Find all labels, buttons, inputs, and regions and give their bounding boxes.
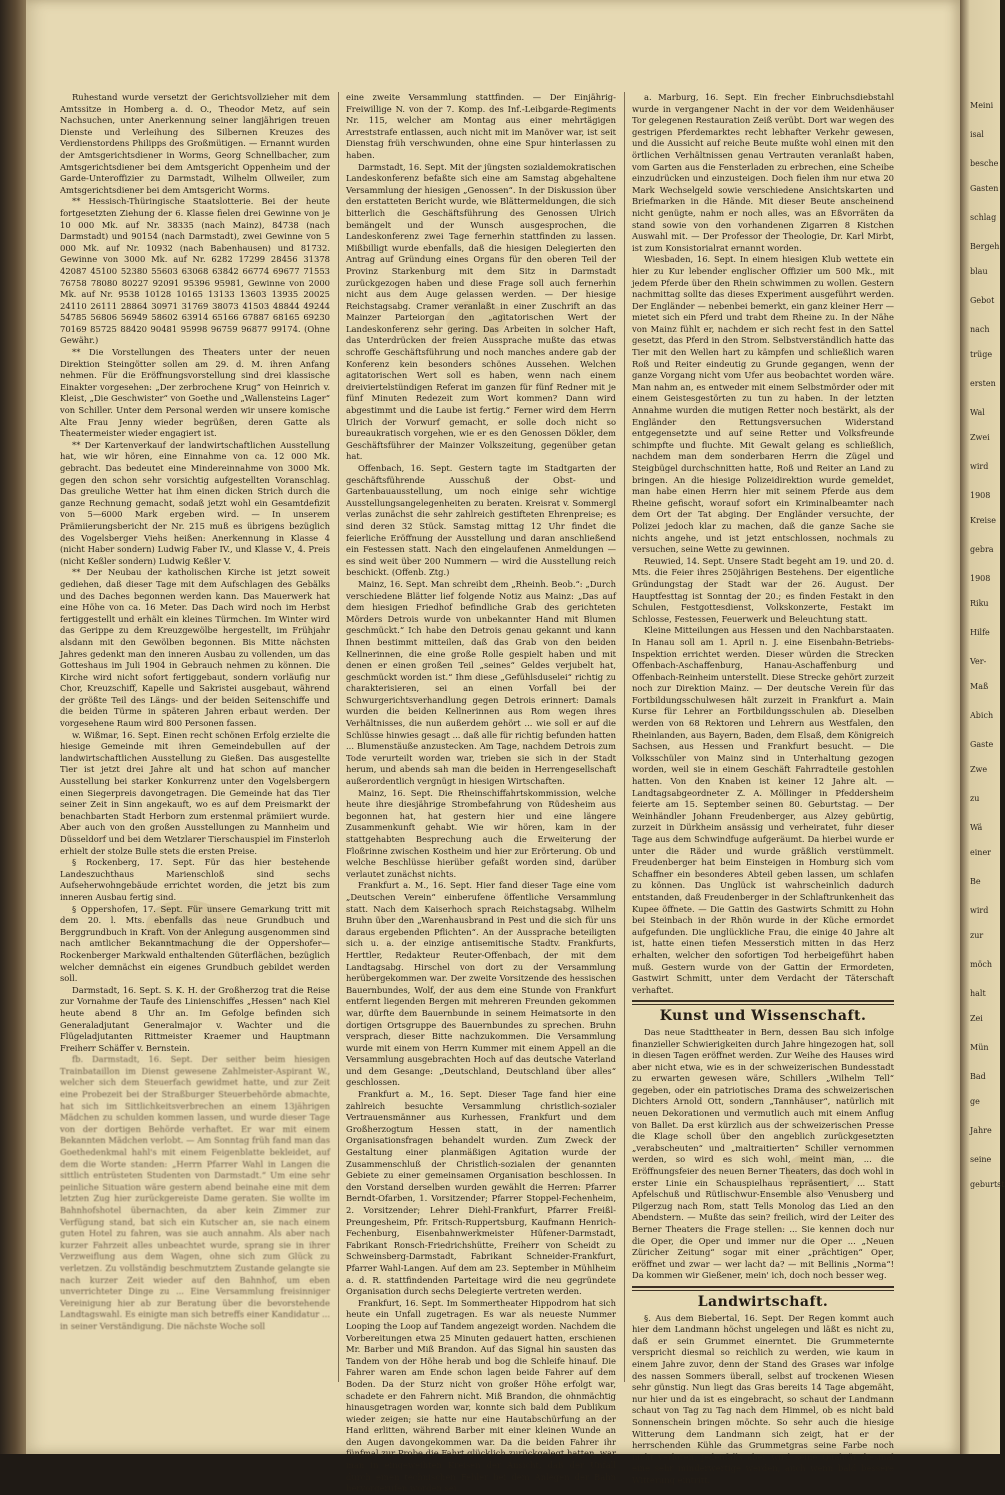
adjacent-page-fragment: ge (970, 1097, 980, 1106)
article-paragraph: Frankfurt, 16. Sept. Im Sommertheater Hippodrom hat sich heute ein Unfall zugetragen. Es war als neueste Nummer Looping the Loop auf Tandem angezeigt worden. Nachdem die Vorbereitungen etwa 25 Minuten gedauert hatten, erschienen Mr. Barber und Miß Brandon. Auf das Signal hin sausten das Tandem von der Höhe herab und bog die Schleife hinauf. Die Fahrer waren am Ende schon lagen beide Fahrer auf dem Boden. Da der Sturz nicht von großer Höhe erfolgt war, schadete er den Fahrern nicht. Miß Brandon, die ohnmächtig hinausgetragen worden war, konnte sich bald dem Publikum wieder zeigen; sie hatte nur eine Hautabschürfung an der Hand erlitten, während Barber mit einer kleinen Wunde an den Augen davongekommen war. Da die beiden Fahrer ihr fünfmal zur Probe die Fahrt glücklich zurückgelegt hatten, war man in eingeweihten Kreisen der Ansicht, daß der Unfall durch einen technischen Fehler bei dem Anlegen der Bahn hervorgerufen worden sei. (346, 1297, 616, 1494)
adjacent-page-fragment: Meini (970, 101, 994, 110)
article-paragraph: §. Aus dem Biebertal, 16. Sept. Der Regen kommt auch hier dem Landmann höchst ungelegen und läßt es nicht zu, daß er sein Grummet einerntet. Die Grummeternte verspricht diesmal so reichlich zu werden, wie kaum in einem Jahre zuvor, denn der Stand des Grases war infolge des nassen Sommers überall, selbst auf trockenen Wiesen sehr günstig. Nun liegt das Gras bereits 14 Tage abgemäht, nur hier und da ist es eingebracht, so schaut der Landmann schaut von Tag zu Tag nach dem Himmel, ob es nicht bald Sonnenschein bringen möchte. So sehr auch die hiesige Witterung dem Landmann sich zeigt, hat er der herrschenden Kühle das Grummetgras seine Farbe noch nicht verloren; jedenfalls aber wird seine Qualität diesmal eine sehr minderwertige werden, auch wenn bald bessere Witterung eintritt. (632, 1312, 894, 1485)
adjacent-page-fragment: Kreise (970, 516, 996, 525)
adjacent-page-fragment: Bergeh (970, 242, 1000, 251)
article-paragraph: Mainz, 16. Sept. Man schreibt dem „Rheinh. Beob.“: „Durch verschiedene Blätter lief folgende Notiz aus Mainz: „Das auf dem hiesigen Friedhof befindliche Grab des gerichteten Mörders Detrois wurde von unbekannter Hand mit Blumen geschmückt.“ Ich habe den Detrois genau gekannt und kann Ihnen bestimmt mitteilen, daß das Grab von den beiden Kellnerinnen, die eine große Rolle gespielt haben und mit denen er einen großen Teil „seines“ Geldes verjubelt hat, geschmückt worden ist.“ Ihm diese „Gefühlsduselei“ richtig zu charakterisieren, sei an einen Vorfall bei der Schwurgerichtsverhandlung gegen Detrois erinnert: Damals wurden die beiden Kellnerinnen aus Rom wegen ihres Verhältnisses, die nun außerdem gehört ... wie soll er auf die Schlüsse hinwies gesagt ... daß alle für richtig befunden hatten ... Blumenstäuße anzustecken. Am Tage, nachdem Detrois zum Tode verurteilt worden war, trieben sie sich in der Stadt herum, und abends sah man die beiden in Herrengesellschaft außerordentlich vergnügt in hiesigen Wirtschaften. (346, 578, 616, 787)
article-paragraph: Wiesbaden, 16. Sept. In einem hiesigen Klub wettete ein hier zu Kur lebender englischer Offizier um 500 Mk., mit jedem Pferde über den Rhein schwimmen zu wollen. Gestern nachmittag sollte das dieses Experiment ausgeführt werden. Der Engländer — nebenbei bemerkt, ein ganz kleiner Herr — mietet sich ein Pferd und trabt dem Rheine zu. In der Nähe von Mainz fühlt er, nachdem er sich recht fest in den Sattel gesetzt, das Pferd in den Strom. Selbstverständlich hatte das Tier mit den Wellen hart zu kämpfen und schließlich waren Roß und Reiter eindeutig zu Grunde gegangen, wenn der ganze Vorgang nicht vom Ufer aus beobachtet worden wäre. Man nahm an, es entweder mit einem Selbstmörder oder mit einem Geistesgestörten zu tun zu haben. In der letzten Annahme wurden die mutigen Retter noch bestärkt, als der Engländer den Rettungsversuchen Widerstand entgegensetzte und auf seine Retter und Volksfreunde schimpfte und fluchte. Mit Gewalt gelang es schließlich, nachdem man dem sonderbaren Herrn die Zügel und Steigbügel durchschnitten hatte, Roß und Reiter an Land zu bringen. An die hiesige Polizeidirektion wurde gemeldet, man habe einen Herrn hier mit seinem Pferde aus dem Rheine gefischt, worauf sofort ein Kriminalbeamter nach dem Ort der Tat abging. Der Engländer versuchte, der Polizei jedoch klar zu machen, daß die ganze Sache sie nichts angehe, und ist jetzt entschlossen, nochmals zu versuchen, seine Wette zu gewinnen. (632, 254, 894, 555)
adjacent-page-fragment: nach (970, 325, 990, 334)
article-paragraph: w. Wißmar, 16. Sept. Einen recht schönen Erfolg erzielte die hiesige Gemeinde mit ihren Gemeindebullen auf der landwirtschaftlichen Ausstellung zu Gießen. Das ausgestellte Tier ist jetzt drei Jahre alt und hat schon auf mancher Ausstellung bei starker Konkurrenz unter den Vogelsbergern einen Siegerpreis davongetragen. Die Gemeinde hat das Tier seiner Zeit in Sinn angekauft, wo es auf dem Preismarkt der benachbarten Stadt Herborn zum erstenmal prämiiert wurde. Aber auch von den großen Ausstellungen zu Mannheim und Düsseldorf und bei dem Wetzlarer Tierschauspiel im Finsterloh erhielt der stolze Bulle stets die ersten Preise. (60, 729, 330, 856)
adjacent-page-edge (960, 0, 1005, 1454)
adjacent-page-fragment: Ver- (970, 657, 987, 666)
column-divider (338, 92, 339, 1382)
adjacent-page-fragment: wird (970, 906, 989, 915)
article-paragraph: Mainz, 16. Sept. Die Rheinschiffahrtskommission, welche heute ihre diesjährige Strombefahrung von Rüdesheim aus begonnen hat, hat gestern hier und eine längere Zusammenkunft gehabt. Wie wir hören, kam in der stattgehabten Besprechung auch die Erweiterung der Floßrinne zwischen Kostheim und hier zur Erörterung. Ob und welche Beschlüsse hierüber gefaßt worden sind, darüber verlautet zunächst nichts. (346, 787, 616, 879)
adjacent-page-fragment: Wä (970, 823, 983, 832)
article-paragraph: Das neue Stadttheater in Bern, dessen Bau sich infolge finanzieller Schwierigkeiten durch Jahre hingezogen hat, soll in diesen Tagen eröffnet werden. Zur Weihe des Hauses wird aber nicht etwa, wie es in der schweizerischen Bundesstadt zu erwarten gewesen wäre, Schillers „Wilhelm Tell“ gegeben, oder ein patriotisches Drama des schweizerischen Dichters Arnold Ott, sondern „Tannhäuser“, natürlich mit neuen Dekorationen und vermutlich auch mit einem Anflug von Ballet. Da erst kürzlich aus der schweizerischen Presse die Klage scholl über den angeblich zurückgesetzten „verabscheuten“ und „maltraitierten“ Schiller vernommen werden, so wird es sich wohl, meint man, ... die Eröffnungsfeier des neuen Berner Theaters, das doch wohl in erster Linie ein Schauspielhaus repräsentiert, ... Statt Apfelschuß und Rütlischwur-Ensemble also Venusberg und Pilgerzug nach Rom, statt Tells Monolog das Lied an den Abendstern. — Mußte das sein? freilich, wird der Leiter des Berner Theaters die Frage stellen: ... Sie kennen doch nur die Oper, die Oper und immer nur die Oper ... „Neuen Züricher Zeitung“ sogar mit einer „prächtigen“ Oper, eröffnet und zwar — wer lacht da? — mit Bellinis „Norma“! Da kommen wir Gießener, mein' ich, doch noch besser weg. (632, 1026, 894, 1281)
adjacent-page-fragment: trüge (970, 350, 993, 359)
adjacent-page-fragment: ersten (970, 379, 996, 388)
adjacent-page-fragment: seine (970, 1155, 992, 1164)
adjacent-page-fragment: Mün (970, 1043, 989, 1052)
adjacent-page-fragment: Maß (970, 682, 989, 691)
adjacent-page-fragment: Zwe (970, 765, 988, 774)
adjacent-page-fragment: schlag (970, 213, 997, 222)
adjacent-page-fragment: zu (970, 794, 980, 803)
adjacent-page-fragment: zur (970, 931, 984, 940)
article-paragraph: Kleine Mitteilungen aus Hessen und den Nachbarstaaten. In Hanau soll am 1. April n. J. eine Eisenbahn-Betriebs-Inspektion errichtet werden. Dieser würden die Strecken Offenbach-Aschaffenburg, Hanau-Aschaffenburg und Offenbach-Reinheim unterstellt. Diese Strecke gehört zurzeit noch zur Direktion Mainz. — Der deutsche Verein für das Fortbildungsschulwesen hält zurzeit in Frankfurt a. Main Kurse für Lehrer an Fortbildungsschulen ab. Dieselben werden von 68 Rektoren und Lehrern aus Westfalen, den Rheinlanden, aus Bayern, Baden, dem Elsaß, dem Königreich Sachsen, aus Hessen und Frankfurt besucht. — Die Volksschüler von Mainz sind in Unterhaltung gezogen worden, weil sie in einem Geschäft Fahrradteile gestohlen hatten. Von den Knaben ist keiner 12 Jahre alt. — Landtagsabgeordneter Z. A. Möllinger in Pfeddersheim feierte am 15. September seinen 80. Geburtstag. — Der Weinhändler Johann Freudenberger, aus Alzey gebürtig, zurzeit in Dürkheim ansässig und verheiratet, fuhr dieser Tage aus dem Schwindfuge aufgeräumt. Da hierbei wurde er unter die Räder und wurde gräßlich verstümmelt. Freudenberger hat beim Einsteigen in Homburg sich vom Schaffner ein besonderes Abteil geben lassen, um schlafen zu können. Das Unglück ist wahrscheinlich dadurch entstanden, daß Freudenberger in der Schlaftrunkenheit das Kupee öffnete. — Die Gattin des Gastwirts Schmitt zu Hohn bei Steinbach in der Rhön wurde in der Küche ermordet aufgefunden. Die unglückliche Frau, die einige 40 Jahre alt ist, hatte einen tiefen Messerstich mitten in das Herz erhalten, welcher den sofortigen Tod herbeigeführt haben muß. Gestern wurde von der Gattin der Ermordeten, Gastwirt Schmitt, unter dem Verdacht der Täterschaft verhaftet. (632, 625, 894, 995)
adjacent-page-fragment: Gebot (970, 296, 995, 305)
article-paragraph: Ruhestand wurde versetzt der Gerichtsvollzieher mit dem Amtssitze in Homberg a. d. O., Theodor Metz, auf sein Nachsuchen, unter Anerkennung seiner langjährigen treuen Dienste und Verleihung des Silbernen Kreuzes des Verdienstordens Philipps des Großmütigen. — Ernannt wurden der Amtsgerichtsdiener in Worms, Georg Schnellbacher, zum Amtsgerichtsdiener bei dem Amtsgericht Oppenheim und der Garde-Unteroffizier zu Darmstadt, Wilhelm Ollweiler, zum Amtsgerichtsdiener bei dem Amtsgericht Worms. (60, 92, 330, 195)
article-paragraph: § Oppershofen, 17. Sept. Für unsere Gemarkung tritt mit dem 20. l. Mts. ebenfalls das neue Grundbuch und Berggrundbuch in Kraft. Von der Anlegung ausgenommen sind nach amtlicher Bekanntmachung die der Oppershofer—Rockenberger Markwald enthaltenden Güterflächen, bezüglich welcher demnächst ein eigenes Grundbuch gebildet werden soll. (60, 903, 330, 984)
article-paragraph: a. Marburg, 16. Sept. Ein frecher Einbruchsdiebstahl wurde in vergangener Nacht in der vor dem Weidenhäuser Tor gelegenen Restauration Zeiß verübt. Dort war wegen des gestrigen Pferdemarktes recht lebhafter Verkehr gewesen, und die Aussicht auf reiche Beute mußte wohl einen mit den örtlichen Verhältnissen genau Vertrauten veranlaßt haben, vom Garten aus die Fensterladen zu erbrechen, eine Scheibe einzudrücken und einzusteigen. Doch fielen ihm nur etwa 20 Mark Wechselgeld sowie verschiedene Ansichtskarten und Briefmarken in die Hände. Mit dieser Beute anscheinend nicht genügte, nahm er noch alles, was an Eßvorräten da stand sowie von den vorhandenen Zigarren 8 Kistchen Auswahl mit. — Der Professor der Theologie, Dr. Karl Mirbt, ist zum Konsistorialrat ernannt worden. (632, 92, 894, 253)
adjacent-page-fragment: besche (970, 159, 999, 168)
article-paragraph: § Rockenberg, 17. Sept. Für das hier bestehende Landeszuchthaus Marienschloß sind sechs Aufseherwohngebäude errichtet worden, die jetzt bis zum inneren Ausbau fertig sind. (60, 857, 330, 902)
adjacent-page-fragment: Hilfe (970, 628, 990, 637)
adjacent-page-fragment: Bad (970, 1072, 986, 1081)
adjacent-page-fragment: einer (970, 848, 992, 857)
adjacent-page-fragment: Zei (970, 1014, 983, 1023)
article-paragraph: ** Der Kartenverkauf der landwirtschaftlichen Ausstellung hat, wie wir hören, eine Einnahme von ca. 12 000 Mk. gebracht. Das bedeutet eine Mindereinnahme von 3000 Mk. gegen den schon sehr vorsichtig aufgestellten Voranschlag. Das greuliche Wetter hat ihm einen dicken Strich durch die ganze Rechnung gemacht, sodaß jetzt wohl ein Gesamtdefizit von 5—6000 Mark ergeben wird. — In unserem Prämiierungsbericht der Nr. 215 muß es übrigens bezüglich des Vogelsberger Viehs heißen: Anerkennung in Klasse 4 (nicht Haber sondern) Ludwig Faber IV., und Klasse V., 4. Preis (nicht Keßler sondern) Ludwig Keßler V. (60, 439, 330, 566)
column-middle (346, 92, 616, 1494)
adjacent-page-fragment: isal (970, 130, 984, 139)
column-divider (624, 92, 625, 1382)
section-heading-landwirtschaft: Landwirtschaft. (697, 1293, 829, 1310)
adjacent-page-fragment: 1908 (970, 491, 991, 500)
section-heading-kunst: Kunst und Wissenschaft. (659, 1008, 867, 1025)
adjacent-page-fragment: gebra (970, 545, 994, 554)
adjacent-page-fragment: halt (970, 989, 986, 998)
adjacent-page-fragment: 1908 (970, 574, 991, 583)
adjacent-page-fragment: Zwei (970, 433, 990, 442)
adjacent-page-fragment: Wal (970, 408, 985, 417)
article-paragraph: Offenbach, 16. Sept. Gestern tagte im Stadtgarten der geschäftsführende Ausschuß der Obst- und Gartenbauausstellung, um noch einige sehr wichtige Ausstellungsangelegenheiten zu beraten. Kreisrat v. Sommergl verlas zunächst die sehr zahlreich gestifteten Ehrenpreise; es sind deren 32 Stück. Samstag mittag 12 Uhr findet die feierliche Eröffnung der Ausstellung und daran anschließend ein Festessen statt. Nach den eingelaufenen Anmeldungen — es sind weit über 200 Nummern — wird die Ausstellung reich beschickt. (Offenb. Ztg.) (346, 463, 616, 578)
article-paragraph: Darmstadt, 16. Sept. S. K. H. der Großherzog trat die Reise zur Vornahme der Taufe des Linienschiffes „Hessen“ nach Kiel heute abend 8 Uhr an. Im Gefolge befinden sich Generaladjutant Generalmajor v. Wachter und die Flügeladjutanten Rittmeister Kraemer und Hauptmann Freiherr Schäffer v. Bernstein. (60, 984, 330, 1053)
adjacent-page-fragment: Gasten (970, 184, 999, 193)
adjacent-page-fragment: Riku (970, 599, 989, 608)
adjacent-page-fragment: Be (970, 877, 981, 886)
section-rule (632, 1286, 894, 1291)
adjacent-page-fragment: Gaste (970, 740, 994, 749)
section-rule (632, 1000, 894, 1005)
adjacent-page-fragment: geburtst (970, 1180, 1005, 1189)
adjacent-page-fragment: Abich (970, 711, 994, 720)
binding-edge (0, 0, 26, 1454)
adjacent-page-fragment: wird (970, 462, 989, 471)
article-paragraph: Frankfurt a. M., 16. Sept. Hier fand dieser Tage eine vom „Deutschen Verein“ einberufene öffentliche Versammlung statt. Nach dem Kaiserhoch sprach Reichstagsabg. Wilhelm Bruhn über den „Warenhausbrand in Pest und die sich für uns daraus ergebenden Pflichten“. An der Aussprache beteiligten sich u. a. der einzige antisemitische Stadtv. Frankfurts, Herttler, Redakteur Reuter-Offenbach, der mit dem Landtagsabg. Hirschel von dort zu der Versammlung herübergekommen war. Der zweite Vorsitzende des hessischen Bauernbundes, Wolf, der aus dem eine Stunde von Frankfurt entfernt liegenden Bergen mit mehreren Freunden gekommen war, dürfte dem Bauernbunde in seinem Heimatsorte in den dortigen Ortsgruppe des Bauernbundes zu sprechen. Bruhn versprach, dieser Bitte nachzukommen. Die Versammlung wurde mit einem von Herrn Kummer mit einem Appell an die Versammlung ausgebrachten Hoch auf das deutsche Vaterland und dem Gesange: „Deutschland, Deutschland über alles“ geschlossen. (346, 880, 616, 1088)
adjacent-page-fragment: blau (970, 267, 988, 276)
adjacent-page-fragment: möch (970, 960, 993, 969)
article-paragraph: Frankfurt a. M., 16. Sept. Dieser Tage fand hier eine zahlreich besuchte Versammlung christlich-sozialer Vertrauensmänner aus Kurhessen, Frankfurt und dem Großherzogtum Hessen statt, in der namentlich Organisationsfragen behandelt wurden. Zum Zweck der Gestaltung einer planmäßigen Agitation wurde der Zusammenschluß der Christlich-sozialen der genannten Gebiete zu einer gemeinsamen Organisation beschlossen. In den Vorstand derselben wurden gewählt die Herren: Pfarrer Berndt-Ofarben, 1. Vorsitzender; Pfarrer Stoppel-Fechenheim, 2. Vorsitzender; Lehrer Diehl-Frankfurt, Pfarrer Freißl-Preungesheim, Pfr. Fritsch-Ruppertsburg, Kaufmann Henrich-Fechenburg, Eisenbahnwerkmeister Hüfener-Darmstadt, Fabrikant Ronsch-Friedrichshütte, Freiherr von Scheidt zu Schweinsberg-Darmstadt, Fabrikant Schneider-Frankfurt, Pfarrer Wahl-Langen. Auf dem am 23. September in Mühlheim a. d. R. stattfindenden Parteitage wird die neu gegründete Organisation durch sechs Delegierte vertreten werden. (346, 1089, 616, 1297)
article-paragraph: Darmstadt, 16. Sept. Mit der jüngsten sozialdemokratischen Landeskonferenz befaßte sich eine am Samstag abgehaltene Versammlung der hiesigen „Genossen“. In der Diskussion über den erstatteten Bericht wurde, wie Blättermeldungen, die sich bitterlich die Geschäftsführung des Genossen Ulrich bemängelt und der Wunsch ausgesprochen, die Landeskonferenz zwei Tage fernerhin stattfinden zu lassen. Mißbilligt wurde ebenfalls, daß die hiesigen Delegierten den Antrag auf Gründung eines Organs für den oberen Teil der Provinz Starkenburg mit dem Sitz in Darmstadt zurückgezogen haben und diese Frage soll auch fernerhin nicht aus dem Auge gelassen werden. — Der hiesige Reichstagsabg. Cramer veranlaßt in einer Zuschrift an das Mainzer Parteiorgan den „agitatorischen Wert der Landeskonferenz sehr gering. Das Arbeiten in solcher Haft, das Unterdrücken der freien Aussprache mußte das etwas schroffe Geschäftsführung und noch manches andere gab der Konferenz kein besonders schönes Aussehen. Welchen agitatorischen Wert soll es haben, wenn nach einem dreiviertelstündigen Referat im ganzen für fünf Redner mit je fünf Minuten Redezeit zum Wort kommen? Dann wird abgestimmt und die Laube ist fertig.“ Ferner wird dem Herrn Ulrich der Vorwurf gemacht, er solle doch nicht so bureaukratisch vorgehen, wie er es den Genossen Dökler, dem Geschäftsführer der Mainzer Volkszeitung, gegenüber getan hat. (346, 161, 616, 462)
article-paragraph: Reuwied, 14. Sept. Unsere Stadt begeht am 19. und 20. d. Mts. die Feier ihres 250jährigen Bestehens. Der eigentliche Gründungstag der Stadt war der 26. August. Der Hauptfesttag ist Sonntag der 20.; es finden Festakt in den Schulen, Festgottesdienst, Volkskonzerte, Festakt im Schlosse, Festessen, Feuerwerk und Beleuchtung statt. (632, 555, 894, 624)
article-paragraph-faded: fb. Darmstadt, 16. Sept. Der seither beim hiesigen Trainbataillon im Dienst gewesene Zahlmeister-Aspirant W., welcher sich dem Steuerfach gewidmet hatte, und zur Zeit eine Probezeit bei der Straßburger Steuerbehörde abmachte, hat sich im Sittlichkeitsverbrechen an einem 13jährigen Mädchen zu schulden kommen lassen, und wurde dieser Tage von der dortigen Behörde verhaftet. Er war mit einem Bekannten Mädchen verlobt. — Am Sonntag früh fand man das Goethedenkmal hahl's mit einem Feigenblatte bekleidet, auf dem die Worte standen: „Herrn Pfarrer Wahl in Langen die sittlich entrüsteten Studenten von Darmstadt.“ Um eine sehr peinliche Situation wäre gestern abend beinahe eine mit dem letzten Zug hier zurückgereiste Dame geraten. Sie wollte im Bahnhofshotel übernachten, da aber kein Zimmer zur Verfügung stand, bat sich ein Kutscher an, sie nach einem guten Hotel zu fahren, was sie auch annahm. Als aber nach kurzer Fahrzeit alles unbeachtet wurde, sprang sie in ihrer Verzweiflung aus dem Wagen, ohne sich zum Glück zu verletzen. Zu vollständig beschmutztem Zustande gelangte sie nach kurzer Zeit wieder auf den Bahnhof, um eben unverrichteter Dinge zu ... Eine Versammlung freisinniger Vereinigung hier ab zur Beratung über die bevorstehende Landtagswahl. Es einigte man sich betreffs einer Kandidatur ... in seiner Verständigung. Die nächste Woche soll (60, 1054, 330, 1331)
column-right (632, 92, 894, 1485)
article-paragraph: ** Der Neubau der katholischen Kirche ist jetzt soweit gediehen, daß dieser Tage mit dem Aufschlagen des Gebälks und des Daches begonnen werden kann. Das Mauerwerk hat eine Höhe von ca. 16 Meter. Das Dach wird noch im Herbst fertiggestellt und erhält ein kleines Türmchen. Im Winter wird das Gerippe zu dem Kreuzgewölbe hergestellt, im Frühjahr alsdann mit den Gewölben begonnen. Bis Mitte nächsten Jahres gedenkt man den inneren Ausbau zu vollenden, um das Gotteshaus im Juli 1904 in Gebrauch nehmen zu können. Die Kirche wird nicht sofort fertiggebaut, sondern vorläufig nur Chor, Kreuzschiff, Kapelle und Sakristei ausgebaut, während der größte Teil des Längs- und der beiden Seitenschiffe und die beiden Türme in späteren Jahren erbaut werden. Der vorgesehene Raum wird 800 Personen fassen. (60, 567, 330, 729)
article-paragraph: ** Die Vorstellungen des Theaters unter der neuen Direktion Steingötter sollen am 29. d. M. ihren Anfang nehmen. Für die Eröffnungsvorstellung sind drei klassische Einakter vorgesehen: „Der zerbrochene Krug“ von Heinrich v. Kleist, „Die Geschwister“ von Goethe und „Wallensteins Lager“ von Schiller. Unter dem Personal werden wir unsere komische Alte Frau Jenny wieder begrüßen, deren Gatte als Theatermeister wieder engagiert ist. (60, 347, 330, 439)
article-paragraph: eine zweite Versammlung stattfinden. — Der Einjährig-Freiwillige N. von der 7. Komp. des Inf.-Leibgarde-Regiments Nr. 115, welcher am Montag aus einer mehrtägigen Arreststrafe entlassen, auch nicht mit im Manöver war, ist seit Dienstag früh verschwunden, ohne eine Spur hinterlassen zu haben. (346, 92, 616, 160)
adjacent-page-text (960, 0, 1005, 1190)
article-paragraph: ** Hessisch-Thüringische Staatslotterie. Bei der heute fortgesetzten Ziehung der 6. Klasse fielen drei Gewinne von je 10 000 Mk. auf Nr. 38335 (nach Mainz), 84738 (nach Darmstadt) und 90154 (nach Darmstadt), zwei Gewinne von 5 000 Mk. auf Nr. 10932 (nach Babenhausen) und 81732. Gewinne von 3000 Mk. auf Nr. 6282 17299 28456 31378 42087 45100 52380 55603 63068 63842 66774 69677 71553 76758 78080 80227 92091 95396 95981, Gewinne von 2000 Mk. auf Nr. 9538 10128 10165 13133 13603 13935 20025 24110 26111 28864 30971 31769 38073 41503 48844 49244 54785 56806 56949 58602 63914 65166 67887 68165 69230 70169 85725 88420 90481 95998 96759 96877 99174. (Ohne Gewähr.) (60, 196, 330, 346)
column-left (60, 92, 330, 1382)
adjacent-page-fragment: Jahre (970, 1126, 992, 1135)
